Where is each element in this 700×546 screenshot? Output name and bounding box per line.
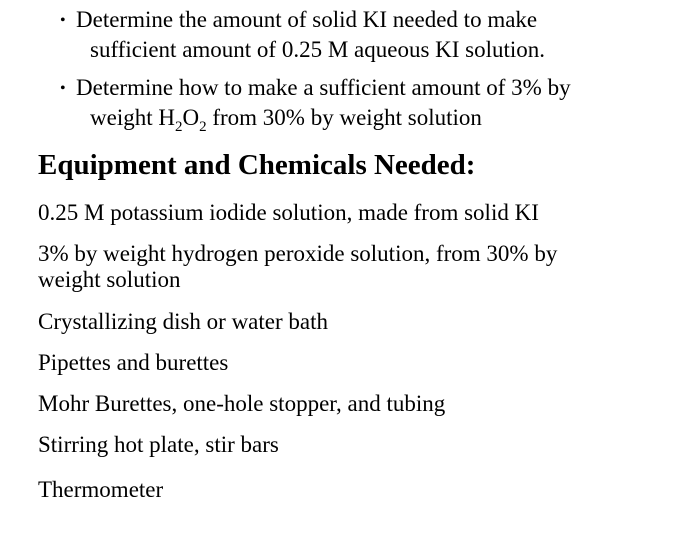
formula-suffix: from 30% by weight solution — [206, 105, 482, 130]
equipment-item-line: 3% by weight hydrogen peroxide solution, from 30% by — [38, 241, 558, 266]
equipment-item: 0.25 M potassium iodide solution, made from solid KI — [38, 200, 539, 225]
objective-item-solid-ki — [60, 5, 545, 64]
equipment-item: Thermometer — [38, 477, 164, 502]
objective-text-line-formula — [60, 103, 571, 135]
bullet-icon: • — [60, 12, 66, 29]
formula-subscript: 2 — [174, 119, 183, 135]
objective-item-peroxide — [60, 73, 571, 135]
formula-element: O — [182, 105, 200, 130]
objective-text-line: Determine the amount of solid KI needed to make — [76, 7, 538, 32]
objective-text-line: sufficient amount of 0.25 M aqueous KI solution. — [90, 37, 546, 62]
equipment-item-line: weight solution — [38, 267, 181, 292]
equipment-item — [38, 241, 557, 293]
objective-text-line: Determine how to make a sufficient amount of 3% by — [76, 75, 571, 100]
formula-subscript: 2 — [199, 119, 207, 135]
equipment-item: Stirring hot plate, stir bars — [38, 432, 279, 457]
equipment-item: Crystallizing dish or water bath — [38, 309, 328, 334]
bullet-icon: • — [60, 80, 66, 97]
equipment-item: Mohr Burettes, one-hole stopper, and tubing — [38, 391, 446, 416]
equipment-item: Pipettes and burettes — [38, 350, 229, 375]
formula-prefix: weight H — [90, 105, 175, 130]
section-heading: Equipment and Chemicals Needed: — [38, 149, 476, 181]
